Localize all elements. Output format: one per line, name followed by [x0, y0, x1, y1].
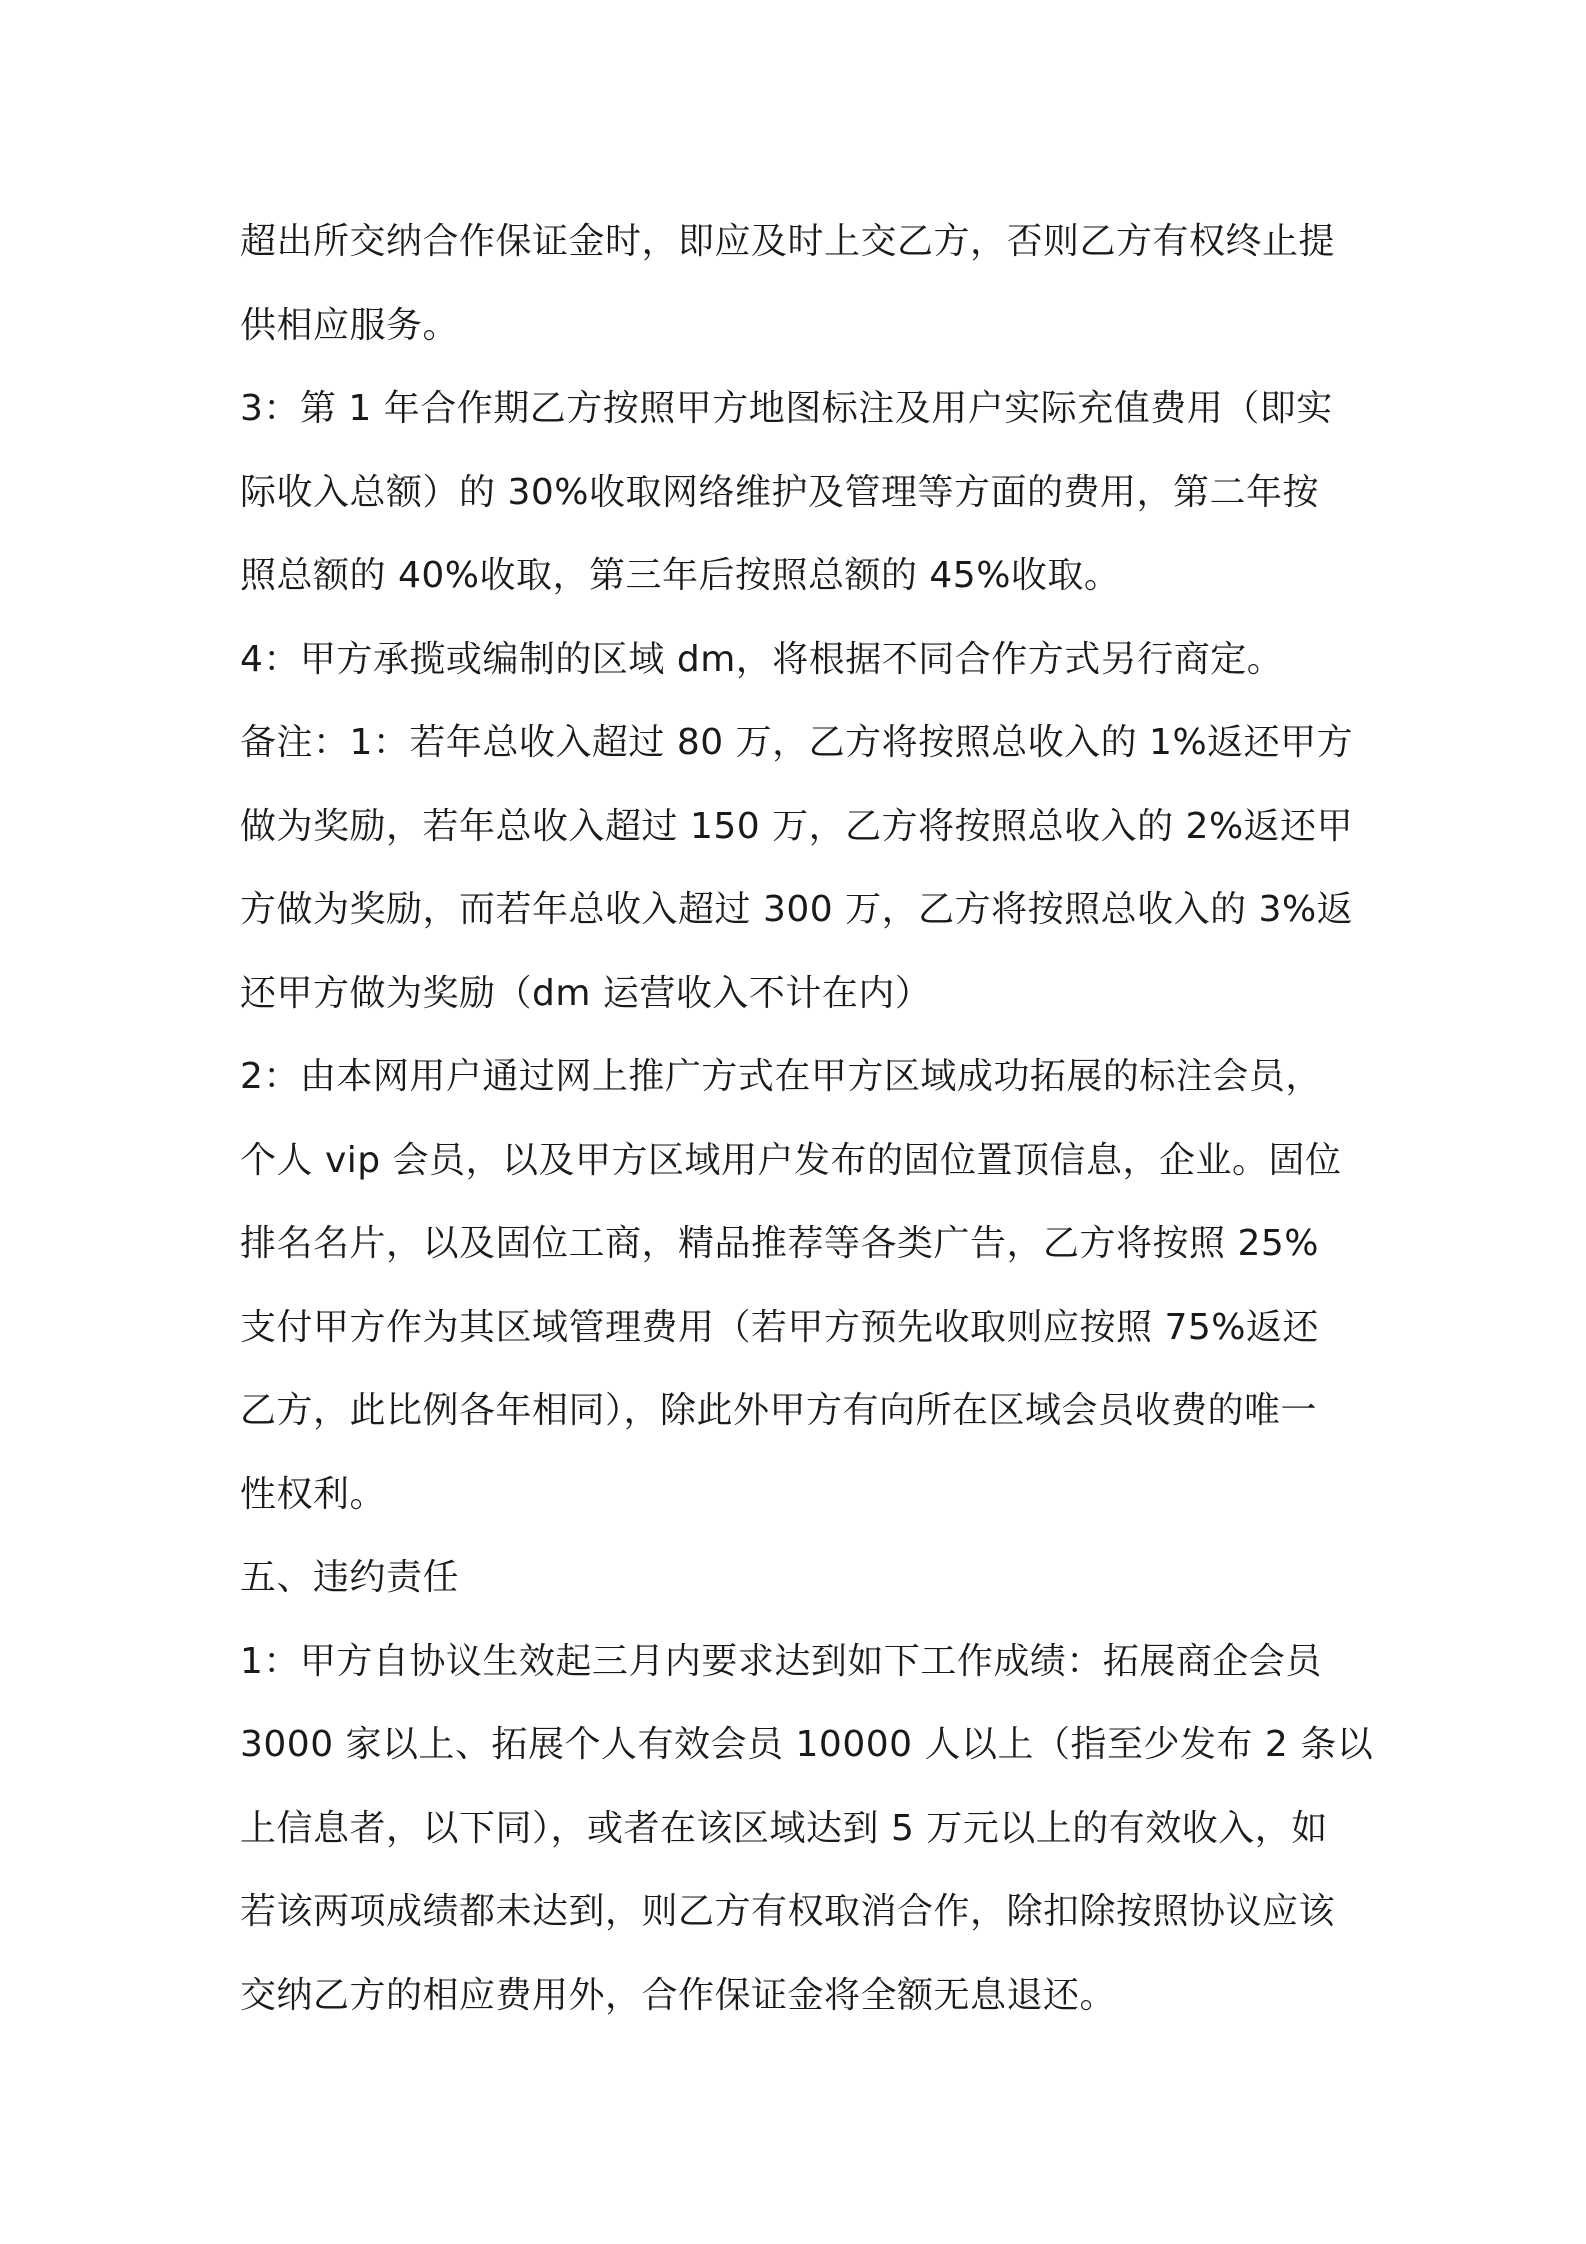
text-line: 个人 vip 会员，以及甲方区域用户发布的固位置顶信息，企业。固位 [240, 1139, 1342, 1181]
text-line: 2：由本网用户通过网上推广方式在甲方区域成功拓展的标注会员， [240, 1056, 1322, 1097]
text-line: 超出所交纳合作保证金时，即应及时上交乙方，否则乙方有权终止提 [240, 221, 1336, 262]
text-line: 做为奖励，若年总收入超过 150 万，乙方将按照总收入的 2%返还甲 [240, 805, 1354, 847]
text-line: 1：甲方自协议生效起三月内要求达到如下工作成绩：拓展商企会员 [240, 1640, 1322, 1682]
text-line: 备注：1：若年总收入超过 80 万，乙方将按照总收入的 1%返还甲方 [240, 722, 1354, 763]
text-line: 3000 家以上、拓展个人有效会员 10000 人以上（指至少发布 2 条以 [240, 1724, 1374, 1765]
text-line: 若该两项成绩都未达到，则乙方有权取消合作，除扣除按照协议应该 [240, 1891, 1336, 1932]
text-line: 际收入总额）的 30%收取网络维护及管理等方面的费用，第二年按 [240, 471, 1319, 513]
text-line: 交纳乙方的相应费用外，合作保证金将全额无息退还。 [240, 1974, 1117, 2016]
section-heading: 五、违约责任 [240, 1557, 460, 1598]
text-line: 供相应服务。 [240, 304, 460, 346]
text-line: 3：第 1 年合作期乙方按照甲方地图标注及用户实际充值费用（即实 [240, 388, 1333, 429]
text-line: 还甲方做为奖励（dm 运营收入不计在内） [240, 972, 932, 1014]
text-line: 支付甲方作为其区域管理费用（若甲方预先收取则应按照 75%返还 [240, 1306, 1319, 1348]
document-body [240, 200, 1374, 2037]
text-line: 上信息者，以下同），或者在该区域达到 5 万元以上的有效收入，如 [240, 1807, 1328, 1849]
text-line: 性权利。 [240, 1473, 387, 1515]
text-line: 照总额的 40%收取，第三年后按照总额的 45%收取。 [240, 555, 1121, 596]
text-line: 4：甲方承揽或编制的区域 dm，将根据不同合作方式另行商定。 [240, 638, 1284, 680]
text-line: 排名名片，以及固位工商，精品推荐等各类广告，乙方将按照 25% [240, 1223, 1319, 1264]
text-line: 方做为奖励，而若年总收入超过 300 万，乙方将按照总收入的 3%返 [240, 889, 1354, 930]
text-line: 乙方，此比例各年相同），除此外甲方有向所在区域会员收费的唯一 [240, 1390, 1318, 1431]
